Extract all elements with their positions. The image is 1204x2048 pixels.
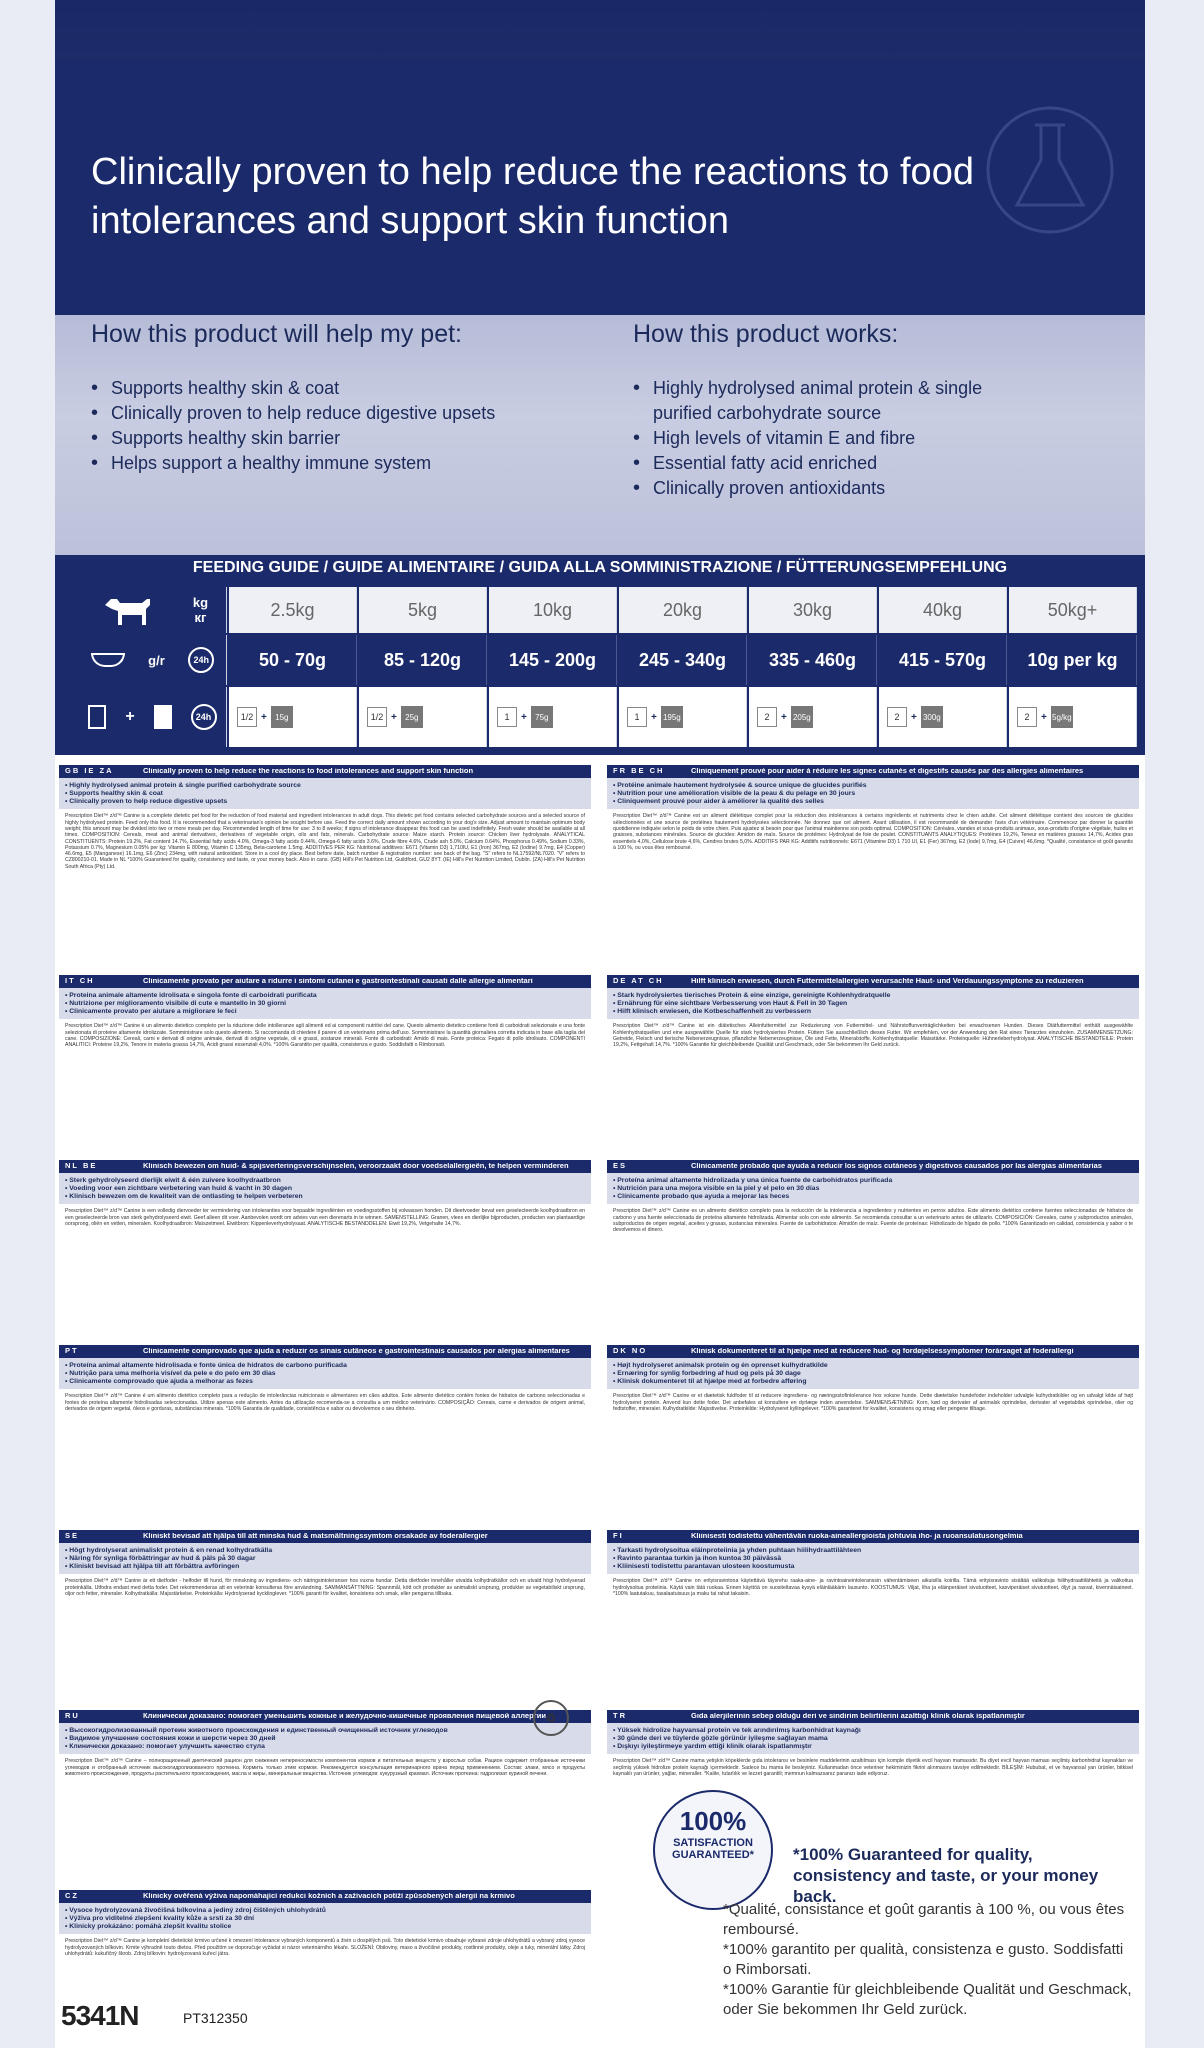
lang-codes: DK NO bbox=[613, 1346, 648, 1356]
lang-section bbox=[59, 1890, 591, 2048]
lang-summary: • Högt hydrolyserat animaliskt protein & en renad kolhydratkälla • Näring för synliga förbättringar av hud & päls på 30 dagar • Kliniskt bevisad att hjälpa till att förbättra avföringen bbox=[59, 1543, 591, 1574]
lang-header-bar bbox=[59, 975, 591, 988]
package-panel bbox=[55, 0, 1145, 2048]
lang-codes: IT CH bbox=[65, 976, 95, 986]
lang-summary: • Stark hydrolysiertes tierisches Protein & eine einzige, gereinigte Kohlenhydratquelle • Ernährung für eine sichtbare Verbesserung von Haut & Fell in 30 Tagen • Hilft klinisch erwiesen, die Kotbeschaffenheit zu verbessern bbox=[607, 988, 1139, 1019]
lang-summary: • Protéine animale hautement hydrolysée & source unique de glucides purifiés • Nutrition pour une amélioration visible de la peau & du pelage en 30 jours • Cliniquement prouvé pour aider à améliorer la qualité des selles bbox=[607, 778, 1139, 809]
plus-icon: + bbox=[125, 708, 135, 725]
works-title: How this product works: bbox=[633, 320, 899, 348]
help-item: • Supports healthy skin & coat bbox=[91, 376, 561, 401]
can-count: 2 bbox=[1017, 707, 1037, 727]
dry-amount: 145 - 200g bbox=[489, 635, 617, 685]
lang-header-bar bbox=[607, 1710, 1139, 1723]
dry-amount: 245 - 340g bbox=[619, 635, 747, 685]
lang-header-bar bbox=[59, 1530, 591, 1543]
lang-header-bar bbox=[607, 1530, 1139, 1543]
lang-codes: CZ bbox=[65, 1891, 79, 1901]
bowl-icon bbox=[91, 653, 125, 667]
lang-title: Klinisk dokumenteret til at hjælpe med at reducere hud- og fordøjelsessymptomer forårsaget af foderallergi bbox=[691, 1348, 1074, 1355]
dry-grams: 205g bbox=[791, 706, 813, 728]
lang-section bbox=[607, 1530, 1139, 1705]
works-list bbox=[633, 376, 1033, 501]
dry-amount: 335 - 460g bbox=[749, 635, 877, 685]
lang-header-bar bbox=[607, 1345, 1139, 1358]
mix-amount: 1 + 75g bbox=[489, 687, 617, 747]
lang-section bbox=[59, 1710, 591, 1885]
lang-body-text: Prescription Diet™ z/d™ Canine è un alimento dietetico completo per la riduzione delle intolleranze agli alimenti ed ai componenti nutritivi del cane. Questo alimento dietetico contiene fonti di carboidrati selezionate e una fonte selezionata di proteine altamente idrolizzate. Somministrare solo questo alimento. Si raccomanda di chiedere il parere di un veterinario prima dell'uso. Somministrare la quantità giornaliera corretta indicata in base alla taglia del cane. COMPOSIZIONE: Cereali, carni e derivati di origine animale, derivati di origine vegetale, oli e grassi, sostanze minerali. Fonte di carboidrati: Amido di mais. Fonte proteica: Fegato di pollo idrolisato. COMPONENTI ANALITICI: Proteine 19,2%, Tenore in materia grassa 14,7%, Acidi grassi essenziali 4,0%. *100% Garantito per qualità, consistenza e gusto. Soddisfatti o Rimborsati. bbox=[65, 1023, 585, 1049]
weight-cell: 20kg bbox=[619, 587, 747, 633]
works-item: • Highly hydrolysed animal protein & single purified carbohydrate source bbox=[633, 376, 1033, 426]
lang-title: Клинически доказано: помогает уменьшить кожные и желудочно-кишечные проявления пищевой аллергии bbox=[143, 1713, 547, 1720]
weight-cell: 30kg bbox=[749, 587, 877, 633]
grams-label: g/r bbox=[148, 652, 165, 668]
lang-section bbox=[59, 1160, 591, 1340]
lang-header-bar bbox=[607, 975, 1139, 988]
dog-header bbox=[79, 587, 227, 633]
lang-body-text: Prescription Diet™ z/d™ Canine é um alimento dietético completo para a redução de intolerâncias nutricionais e alimentares em cães adultos. Este alimento dietético contém fontes de hidratos de carbono seleccionadas e fontes de proteína altamente hidrolisadas seleccionadas. Utilize apenas este alimento. Antes da utilização recomenda-se a consulta a um médico veterinário. COMPOSIÇÃO: Cereais, carne e derivados de origem animal, derivados de origem vegetal, óleos e gorduras, substâncias minerais. *100% Garantia de qualidade, consistência e sabor ou devolvemos o seu dinheiro. bbox=[65, 1393, 585, 1412]
lang-header-bar bbox=[59, 1890, 591, 1903]
hero-section bbox=[55, 0, 1145, 555]
lang-section bbox=[59, 1345, 591, 1525]
bag-icon bbox=[154, 705, 172, 729]
help-item: • Clinically proven to help reduce digestive upsets bbox=[91, 401, 561, 426]
lang-codes: NL BE bbox=[65, 1161, 98, 1171]
weight-cell: 40kg bbox=[879, 587, 1007, 633]
badge-line2: GUARANTEED* bbox=[672, 1849, 754, 1861]
mix-amount: 1/2 + 25g bbox=[359, 687, 487, 747]
lang-header-bar bbox=[607, 765, 1139, 778]
weight-cell: 2.5kg bbox=[229, 587, 357, 633]
clock-icon: 24h bbox=[188, 647, 214, 673]
lang-codes: FR BE CH bbox=[613, 766, 665, 776]
feeding-table bbox=[79, 587, 1137, 749]
lang-body-text: Prescription Diet™ z/d™ Canine is een volledig diervoeder ter vermindering van intoleranties voor bepaalde ingrediënten en voedingsstoffen bij volwassen honden. Dit dieetvoeder bevat een geselecteerde koolhydraatbron en een geselecteerde bron van sterk gehydrolyseerd eiwit. Geef alleen dit voer. Aanbevolen wordt om advies van een dierenarts in te winnen. SAMENSTELLING: Granen, vlees en dierlijke bijproducten, producten van plantaardige oorsprong, oliën en vetten, mineralen. Koolhydraatbron: Maïszetmeel. Eiwitbron: Kippenleverhydrolysaat. ANALYTISCHE BESTANDDELEN: Eiwit 19,2%, Vetgehalte 14,7%. bbox=[65, 1208, 585, 1227]
dry-grams: 15g bbox=[271, 706, 293, 728]
lang-section bbox=[607, 1160, 1139, 1340]
lang-section bbox=[607, 1345, 1139, 1525]
can-count: 1/2 bbox=[367, 707, 387, 727]
works-item: • Essential fatty acid enriched bbox=[633, 451, 1033, 476]
lang-title: Clinicamente provato per aiutare a ridurre i sintomi cutanei e gastrointestinali causati dalle allergie alimentari bbox=[143, 978, 533, 985]
lang-summary: • Yüksek hidrolize hayvansal protein ve tek arındırılmış karbonhidrat kaynağı • 30 günde deri ve tüylerde gözle görünür iyileşme sağlayan mama • Dışkıyı iyileştirmeye yardım ettiği klinik olarak ispatlanmıştır bbox=[607, 1723, 1139, 1754]
lang-section bbox=[59, 1530, 591, 1705]
can-count: 2 bbox=[887, 707, 907, 727]
dry-grams: 25g bbox=[401, 706, 423, 728]
guarantee-de: *100% Garantie für gleichbleibende Qualität und Geschmack, oder Sie bekommen Ihr Geld zurück. bbox=[723, 1981, 1132, 2018]
lang-body-text: Prescription Diet™ z/d™ Canine ist ein diätetisches Alleinfuttermittel zur Reduzierung von Futtermittel- und Nährstoffunverträglichkeiten bei erwachsenen Hunden. Dieses Diätfuttermittel enthält ausgewählte Kohlenhydratquellen und eine ausgewählte Quelle für stark hydrolysiertes Protein. Füttern Sie ausschließlich dieses Futter. Wir empfehlen, vor der Anwendung den Rat eines Tierarztes einzuholen. ZUSAMMENSETZUNG: Getreide, Fleisch und tierische Nebenerzeugnisse, pflanzliche Nebenerzeugnisse, Öle und Fette, Mineralstoffe. Kohlenhydratquelle: Maisstärke. Proteinquelle: Hühnerleberhydrolysat. ANALYTISCHE BESTANDTEILE: Protein 19,2%, Fettgehalt 14,7%. *100% Garantie für gleichbleibende Qualität und Geschmack, oder Sie bekommen Ihr Geld zurück. bbox=[613, 1023, 1133, 1049]
feeding-guide bbox=[55, 555, 1145, 755]
help-item: • Helps support a healthy immune system bbox=[91, 451, 561, 476]
dry-grams: 300g bbox=[921, 706, 943, 728]
kg-ru-label: кг bbox=[194, 610, 207, 625]
weight-cell: 50kg+ bbox=[1009, 587, 1137, 633]
dry-amount: 85 - 120g bbox=[359, 635, 487, 685]
lang-codes: PT bbox=[65, 1346, 79, 1356]
satisfaction-badge bbox=[653, 1790, 773, 1910]
lang-header-bar bbox=[59, 1160, 591, 1173]
dog-icon bbox=[97, 591, 157, 629]
guarantee-main: *100% Guaranteed for quality, consistency and taste, or your money back. bbox=[793, 1845, 1099, 1906]
lang-body-text: Prescription Diet™ z/d™ Canine er et diætetisk fuldfoder til at reducere ingrediens- og næringsstofintolerance hos voksne hunde. Dette diætetiske hundefoder indeholder udvalgte kulhydratkilder og en udvalgt kilde af højt hydrolyseret protein. Anvend kun dette foder. Det anbefales at konsultere en dyrlæge inden anvendelse. SAMMENSÆTNING: Korn, kød og derivater af animalsk oprindelse, derivater af vegetabilsk oprindelse, olier og fedtstoffer, mineraler. Kulhydratkilde: Majsstivelse. Proteinkilde: Hydrolyseret kyllingelever. *100% garanteret for kvalitet, konsistens og smag eller pengene tilbage. bbox=[613, 1393, 1133, 1412]
mix-amount: 1/2 + 15g bbox=[229, 687, 357, 747]
mix-header bbox=[79, 687, 227, 747]
lang-summary: • Tarkasti hydrolysoitua eläinproteiinia ja yhden puhtaan hiilihydraattilähteen • Ravinto parantaa turkin ja ihon kuntoa 30 päivässä • Kliinisesti todistettu parantavan ulosteen koostumusta bbox=[607, 1543, 1139, 1574]
lang-title: Gıda alerjilerinin sebep olduğu deri ve sindirim belirtilerini azalttığı klinik olarak ispatlanmıştır bbox=[691, 1713, 1025, 1720]
lang-codes: FI bbox=[613, 1531, 624, 1541]
recycle-icon: ♻ bbox=[533, 1700, 569, 1736]
lang-section bbox=[59, 765, 591, 970]
flask-icon bbox=[985, 100, 1115, 240]
dry-amount: 10g per kg bbox=[1009, 635, 1137, 685]
badge-line1: SATISFACTION bbox=[673, 1837, 753, 1849]
works-item: • Clinically proven antioxidants bbox=[633, 476, 1033, 501]
lang-header-bar bbox=[607, 1160, 1139, 1173]
lang-summary: • Proteina animale altamente idrolisata e singola fonte di carboidrati purificata • Nutrizione per miglioramento visibile di cute e mantello in 30 giorni • Clinicamente provato per aiutare a migliorare le feci bbox=[59, 988, 591, 1019]
lang-section bbox=[59, 975, 591, 1155]
dry-grams: 5g/kg bbox=[1051, 706, 1073, 728]
dry-grams: 75g bbox=[531, 706, 553, 728]
mix-amount: 1 + 195g bbox=[619, 687, 747, 747]
guarantee-section bbox=[643, 1790, 1143, 2018]
lang-codes: DE AT CH bbox=[613, 976, 664, 986]
guarantee-translations bbox=[723, 1900, 1133, 2020]
dry-amount: 50 - 70g bbox=[229, 635, 357, 685]
lang-body-text: Prescription Diet™ z/d™ Canine on erityisravintona käytettävä täysrehu raaka-aine- ja ravintoaineintoleranssin vähentämiseen aikuisilla koirilla. Tämä erityisravinto sisältää valikoituja hiilihydraattilähteitä ja valikoitua hydrolysoitua proteiinia. Käytä vain tätä ruokaa. Ennen käyttöä on suositeltavaa kysyä eläinlääkärin lausunto. KOOSTUMUS: Viljat, liha ja eläinperäiset sivutuotteet, kasviperäiset sivutuotteet, öljyt ja rasvat, kivennäisaineet. *100% laatutakuu, tasalaatuisuus ja maku tai rahat takaisin. bbox=[613, 1578, 1133, 1597]
lang-codes: SE bbox=[65, 1531, 80, 1541]
bowl-header bbox=[79, 635, 227, 685]
lang-summary: • Высокогидролизованный протеин животного происхождения и единственный очищенный источник углеводов • Видимое улучшение состояния кожи и шерсти через 30 дней • Клинически доказано: помогает улучшить качество стула bbox=[59, 1723, 591, 1754]
lang-title: Clinically proven to help reduce the reactions to food intolerances and support skin function bbox=[143, 768, 474, 775]
headline: Clinically proven to help reduce the reactions to food intolerances and support skin function bbox=[91, 151, 974, 242]
help-item: • Supports healthy skin barrier bbox=[91, 426, 561, 451]
lang-header-bar bbox=[59, 1345, 591, 1358]
can-count: 2 bbox=[757, 707, 777, 727]
lang-section bbox=[607, 765, 1139, 970]
help-title: How this product will help my pet: bbox=[91, 320, 462, 348]
lang-codes: RU bbox=[65, 1711, 80, 1721]
lang-codes: GB IE ZA bbox=[65, 766, 114, 776]
lang-body-text: Prescription Diet™ z/d™ Canine est un aliment diététique complet pour la réduction des intolérances à certains ingrédients et nutriments chez le chien adulte. Cet aliment diététique contient des sources de glucides sélectionnées et une source de protéines hautement hydrolysées sélectionnée. Ne donnez que cet aliment. Avant utilisation, il est recommandé de demander l'avis d'un vétérinaire. Commencez par donner la quantité quotidienne indiquée selon le poids de votre chien. Puis ajustez si besoin pour que l'animal maintienne son poids optimal. COMPOSITION: Céréales, viandes et sous-produits animaux, sous-produits d'origine végétale, huiles et graisses, substances minérales. Source de glucides: Amidon de maïs. Source de protéines: Hydrolysat de foie de poulet. CONSTITUANTS ANALYTIQUES: Protéines 19,2%, Teneur en matières grasses 14,7%, Acides gras essentiels 4,0%, Cellulose brute 4,6%, Cendres brutes 5,0%. ADDITIFS PAR KG: Additifs nutritionnels: E671 (Vitamine D3) 1 710 UI, E1 (Fer) 367mg, E2 (Iode) 9,7mg, E4 (Cuivre) 46,6mg. *Qualité, consistance et goût garantis à 100 %, ou vous êtes remboursé. bbox=[613, 813, 1133, 851]
lang-body-text: Prescription Diet™ z/d™ Canine är ett dietfoder - helfoder till hund, för minskning av ingrediens- och näringsintoleranser hos vuxna hundar. Detta dietfoder innehåller utvalda kolhydratkällor och en utvald högt hydrolyserad proteinkälla. Utfodra endast med detta foder. Det rekommenderas att en veterinär konsulteras före användning. SAMMANSÄTTNING: Spannmål, kött och produkter av animaliskt ursprung, produkter av vegetabiliskt ursprung, oljor och fetter, mineraler. Kolhydratkälla: Majsstärkelse. Proteinkälla: Hydrolyserad kycklinglever. *100% garanti för kvalitet, konsistens och smak, eller pengarna tillbaka. bbox=[65, 1578, 585, 1597]
lang-summary: • Proteína animal altamente hidrolisada e fonte única de hidratos de carbono purificada • Nutrição para uma melhoria visível da pele e do pelo em 30 dias • Clinicamente comprovado que ajuda a melhorar as fezes bbox=[59, 1358, 591, 1389]
lang-summary: • Vysoce hydrolyzovaná živočišná bílkovina a jediný zdroj čištěných uhlohydrátů • Výživa pro viditelné zlepšení kvality kůže a srsti za 30 dní • Klinicky prokázáno: pomáhá zlepšit kvalitu stolice bbox=[59, 1903, 591, 1934]
lang-body-text: Prescription Diet™ z/d™ Canine – полнорационный диетический рацион для снижения непереносимости компонентов кормов и питательных веществ у взрослых собак. Рацион содержит отобранные источники углеводов и отобранный источник высокогидролизованного протеина. Кормить только этим кормом. Рекомендуется консультация ветеринарного врача перед применением. Состав: злаки, мясо и продукты животного происхождения, продукты растительного происхождения, масла и жиры, минеральные вещества. Источник углеводов: кукурузный крахмал. Источник протеина: гидролизат куриной печени. bbox=[65, 1758, 585, 1777]
lang-summary: • Highly hydrolysed animal protein & single purified carbohydrate source • Supports healthy skin & coat • Clinically proven to help reduce digestive upsets bbox=[59, 778, 591, 809]
works-item: • High levels of vitamin E and fibre bbox=[633, 426, 1033, 451]
lang-header-bar bbox=[59, 765, 591, 778]
mix-amount: 2 + 5g/kg bbox=[1009, 687, 1137, 747]
guarantee-it: *100% garantito per qualità, consistenza e gusto. Soddisfatti o Rimborsati. bbox=[723, 1941, 1124, 1978]
lang-body-text: Prescription Diet™ z/d™ Canine es un alimento dietético completo para la reducción de la intolerancia a ingredientes y nutrientes en perros adultos. Este alimento dietético contiene fuentes seleccionadas de hidratos de carbono y una fuente seleccionada de proteína altamente hidrolizada. Alimentar solo con este alimento. Se recomienda consultar a un veterinario antes de utilizarlo. COMPOSICIÓN: Cereales, carne y subproductos animales, subproductos de origen vegetal, aceites y grasas, sustancias minerales. Fuente de carbohidratos: Almidón de maíz. Fuente de proteínas: Hidrolizado de hígado de pollo. *100% Garantizado en calidad, consistencia y sabor o te devolvemos el dinero. bbox=[613, 1208, 1133, 1234]
lang-title: Klinicky ověřená výživa napomáhající redukci kožních a zažívacích potíží způsobených alergií na krmivo bbox=[143, 1893, 515, 1900]
lang-codes: TR bbox=[613, 1711, 627, 1721]
lang-title: Hilft klinisch erwiesen, durch Futtermittelallergien verursachte Haut- und Verdauungssymptome zu reduzieren bbox=[691, 978, 1084, 985]
lang-summary: • Højt hydrolyseret animalsk protein og én oprenset kulhydratkilde • Ernæring for synlig forbedring af hud og pels på 30 dage • Klinisk dokumenteret til at hjælpe med at forbedre afføring bbox=[607, 1358, 1139, 1389]
product-code: 5341N bbox=[61, 2000, 139, 2031]
lang-title: Kliinisesti todistettu vähentävän ruoka-aineallergioista johtuvia iho- ja ruoansulatusongelmia bbox=[691, 1533, 1023, 1540]
lang-title: Clinicamente comprovado que ajuda a reduzir os sinais cutâneos e gastrointestinais causados por alergias alimentares bbox=[143, 1348, 570, 1355]
lang-summary: • Sterk gehydrolyseerd dierlijk eiwit & één zuivere koolhydraatbron • Voeding voor een zichtbare verbetering van huid & vacht in 30 dagen • Klinisch bewezen om de kwaliteit van de ontlasting te helpen verbeteren bbox=[59, 1173, 591, 1204]
weight-cell: 10kg bbox=[489, 587, 617, 633]
feeding-title: FEEDING GUIDE / GUIDE ALIMENTAIRE / GUIDA ALLA SOMMINISTRAZIONE / FÜTTERUNGSEMPFEHLUNG bbox=[192, 559, 1008, 576]
dry-amount: 415 - 570g bbox=[879, 635, 1007, 685]
can-count: 1 bbox=[497, 707, 517, 727]
lang-header-bar bbox=[59, 1710, 591, 1723]
kg-label: kg bbox=[192, 595, 209, 610]
help-list bbox=[91, 376, 561, 476]
batch-code: PT312350 bbox=[183, 2010, 248, 2026]
lang-summary: • Proteína animal altamente hidrolizada y una única fuente de carbohidratos purificada • Nutrición para una mejora visible en la piel y el pelo en 30 días • Clínicamente probado que ayuda a mejorar las heces bbox=[607, 1173, 1139, 1204]
lang-title: Clínicamente probado que ayuda a reducir los signos cutáneos y digestivos causados por las alergias alimentarias bbox=[691, 1163, 1102, 1170]
badge-percent: 100% bbox=[679, 1806, 747, 1836]
clock-icon: 24h bbox=[191, 704, 217, 730]
can-count: 1/2 bbox=[237, 707, 257, 727]
lang-body-text: Prescription Diet™ z/d™ Canine mama yetişkin köpeklerde gıda intoleransı ve besinlere maddelerinin azaltılması için komple diyetik evcil hayvan mamasıdır. Bu diyet evcil hayvan maması seçilmiş karbonhidrat kaynakları ve seçilmiş yüksek hidrolize protein kaynağı içermektedir. Sadece bu mama ile besleyiniz. Kullanmadan önce veteriner hekiminizin fikrini alınmasını tavsiye edilmektedir. BİLEŞİM: Hububat, et ve hayvansal yan ürünler, bitkisel kaynaklı yan ürünler, yağlar, mineraller. *Kalite, tutarlılık ve lezzet garantili; memnun kalmazsanız paranızı iade ediyoruz. bbox=[613, 1758, 1133, 1777]
lang-codes: ES bbox=[613, 1161, 628, 1171]
lang-section bbox=[607, 975, 1139, 1155]
weight-cell: 5kg bbox=[359, 587, 487, 633]
lang-title: Kliniskt bevisad att hjälpa till att minska hud & matsmältningssymtom orsakade av foderallergier bbox=[143, 1533, 488, 1540]
lang-body-text: Prescription Diet™ z/d™ Canine is a complete dietetic pet food for the reduction of food material and ingredient intolerances in adult dogs. This dietetic pet food contains selected carbohydrate sources and a selected source of highly hydrolysed protein. Feed only this food. It is recommended that a veterinarian's opinion be sought before use. Feed the correct daily amount shown according to your dog's size. Adjust amount to maintain optimum body weight; this amount may be divided into two or more meals per day. Recommended length of time for use: 3 to 8 weeks; if signs of intolerance disappear this food can be used indefinitely. Fresh water should be available at all times. COMPOSITION: Cereals, meat and animal derivatives, derivatives of vegetable origin, oils and fats, minerals. Carbohydrate source: Maize starch. Protein source: Chicken liver hydrolysate. ANALYTICAL CONSTITUENTS: Protein 19.2%, Fat content 14.7%, Essential fatty acids 4.0%, Omega-3 fatty acids 0.44%, Omega-6 fatty acids 3.6%, Crude fibre 4.6%, Crude ash 5.0%, Calcium 0.64%, Phosphorus 0.49%, Sodium 0.33%, Potassium 0.7%, Magnesium 0.05% per kg: Vitamin E 800mg, Vitamin C 135mg, Beta-carotene 1.5mg. ADDITIVES PER KG: Nutritional additives: E671 (Vitamin D3) 1,710IU, E1 (Iron) 367mg, E2 (Iodine) 9.7mg, E4 (Copper) 46.6mg, E5 (Manganese) 16.1mg, E6 (Zinc) 234mg, with natural antioxidant. Store in a cool dry place. Best before date, batch number & registration number: see back of the bag. "S" refers to NL17592/NL7020. "V" refers to CZ800210-01. Made in NL *100% Guaranteed for quality, consistency and taste, or your money back. Also in cans. (GB) Hill's Pet Nutrition Ltd, Guildford, GU2 8YT. (IE) Hill's Pet Nutrition Limited, Dublin. (ZA) Hill's Pet Nutrition South Africa (Pty) Ltd. bbox=[65, 813, 585, 870]
lang-title: Klinisch bewezen om huid- & spijsverteringsverschijnselen, veroorzaakt door voedselallergieën, te helpen verminderen bbox=[143, 1163, 569, 1170]
mix-amount: 2 + 300g bbox=[879, 687, 1007, 747]
lang-body-text: Prescription Diet™ z/d™ Canine je kompletní dietetické krmivo určené k omezení intolerance vybraných komponentů a živin u dospělých psů. Toto dietetické krmivo obsahuje vybrané zdroje uhlohydrátů a vybraný zdroj vysoce hydrolyzovaných bílkovin. Krmte výhradně touto dietou. Před použitím se doporučuje vyžádat si názor veterinárního lékaře. SLOŽENÍ: Obiloviny, maso a živočišné produkty, rostlinné produkty, oleje a tuky, minerální látky. Zdroj uhlohydrátů: kukuřičný škrob. Zdroj bílkovin: hydrolyzovaná kuřecí játra. bbox=[65, 1938, 585, 1957]
guarantee-fr: *Qualité, consistance et goût garantis à 100 %, ou vous êtes remboursé. bbox=[723, 1901, 1125, 1938]
lang-title: Cliniquement prouvé pour aider à réduire les signes cutanés et digestifs causés par des allergies alimentaires bbox=[691, 768, 1084, 775]
dry-grams: 195g bbox=[661, 706, 683, 728]
mix-amount: 2 + 205g bbox=[749, 687, 877, 747]
can-icon bbox=[88, 705, 106, 729]
can-count: 1 bbox=[627, 707, 647, 727]
